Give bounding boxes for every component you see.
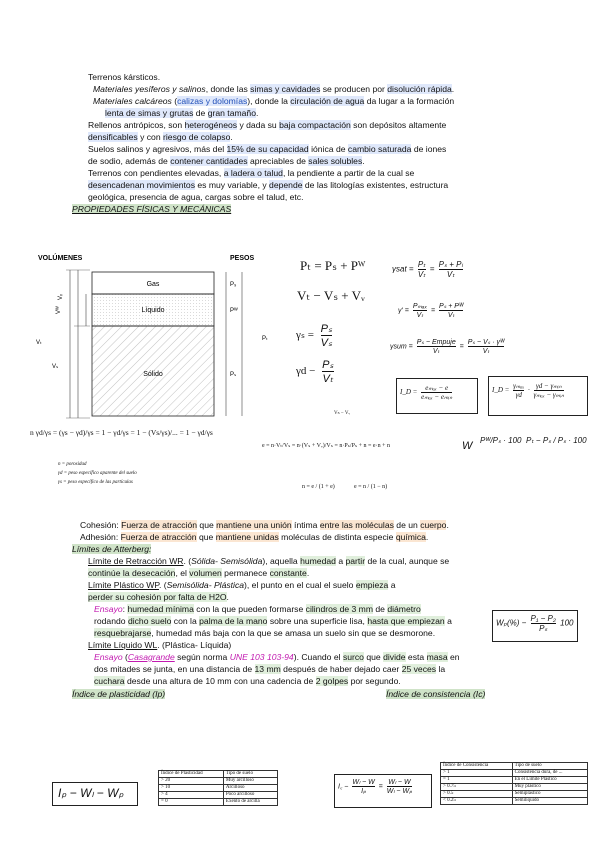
formula-w-frac: Pᵂ/Pₛ · 100: [480, 436, 522, 445]
table-cell: > 20: [159, 778, 224, 785]
table-row: [159, 792, 278, 799]
formula-gamma-sat: γsat = $\frac{\text{Pₜ}}{\text{Vₜ}}$ = $\frac{\text{Pₛ + Pₗ}}{\text{Vₜ}}$: [392, 260, 463, 279]
ensayo-wl-3: cuchara desde una altura de 10 mm con una cadencia de 2 golpes por segundo.: [94, 676, 401, 686]
ic-heading: Índice de consistencia (Ic): [386, 689, 486, 699]
table-cell: En el Límite Plástico: [512, 777, 587, 784]
formula-vt: Vₜ − Vₛ + Vᵥ: [297, 288, 365, 303]
formula-gamma-s: γₛ = $\frac{\text{Pₛ}}{\text{Vₛ}}$: [296, 323, 333, 349]
wp-line: Límite Plástico WP. (Semisólida- Plástica), el punto en el cual el suelo empieza a: [88, 580, 396, 590]
ic-table-header-cell: Tipo de suelo: [512, 763, 587, 770]
formula-id-2: I_D = γₘₐₓ γd · γd − γₘᵢₙ γₘₐₓ − γₘᵢₙ: [492, 382, 564, 399]
terrenos-line-3: lenta de simas y grutas de gran tamaño.: [105, 108, 259, 118]
formula-id-1: I_D = eₘₐₓ − e eₘₐₓ − eₘᵢₙ: [400, 384, 453, 401]
legend-gamma-d: γd = peso específico aparente del suelo: [58, 471, 137, 476]
terrenos-line-7: de sodio, además de contener cantidades apreciables de sales solubles.: [88, 156, 365, 166]
gas-label: Gas: [146, 281, 160, 288]
wp-line-2: perder su cohesión por falta de H2O.: [88, 592, 229, 602]
vw-label: Vᵂ: [56, 306, 62, 314]
formula-gamma-sum: γsum = Pₛ − Empuje Vₜ = $\frac{\text{Pₛ − Vₛ · γᵂ}}{\text{Vₜ}}$: [390, 339, 505, 355]
terrenos-line-5: densificables y con riesgo de colapso.: [88, 132, 233, 142]
formula-w: W: [462, 440, 473, 452]
pg-label: P₉: [230, 282, 237, 288]
pw-label: Pᵂ: [230, 308, 238, 314]
table-row: [159, 799, 278, 806]
vs-label: Vₛ: [52, 364, 59, 370]
vv-label: Vᵥ: [58, 294, 64, 300]
ip-table-header: [159, 771, 278, 778]
table-cell: = 0: [159, 799, 224, 806]
table-cell: > 0.5: [441, 791, 513, 798]
wr-line-2: continúe la desecación, el volumen permanece constante.: [88, 568, 310, 578]
terrenos-line-8: Terrenos con pendientes elevadas, a ladera o talud, la pendiente a partir de la cual se: [88, 168, 415, 178]
table-cell: > 10: [159, 785, 224, 792]
formula-gamma-d: γd − $\frac{\text{Pₛ}}{\text{Vₜ}}$: [296, 359, 334, 385]
table-cell: > 0.75: [441, 784, 513, 791]
formula-n-e: n = e / (1 + e): [302, 484, 335, 490]
table-cell: Semilíquido: [512, 798, 587, 805]
phase-diagram: [30, 248, 280, 428]
terrenos-line-4: Rellenos antrópicos, son heterogéneos y dada su baja compactación son depósitos altamente: [88, 120, 447, 130]
pt-label: Pₜ: [262, 336, 268, 342]
legend-porosidad: n = porosidad: [58, 462, 87, 467]
ic-table: [440, 762, 588, 805]
ensayo-wp-3: resquebrajarse, humedad más baja con la que se amasa un suelo sin que se desmorone.: [94, 628, 436, 638]
formula-pt: Pₜ = Pₛ + Pᵂ: [300, 258, 366, 273]
ip-table-header-cell: Índice de Plasticidad: [159, 771, 224, 778]
table-cell: > 4: [159, 792, 224, 799]
atterberg-heading: Límites de Atterberg:: [72, 544, 152, 554]
legend-gamma-s: γs = peso específico de las partículas: [58, 480, 133, 485]
n-label: Vₕ − Vᵥ: [334, 411, 350, 416]
table-row: [441, 777, 588, 784]
wl-line: Límite Líquido WL. (Plástica- Líquida): [88, 640, 232, 650]
formula-ic: I꜀ − $\frac{\text{Wₗ − W}}{\text{Iₚ}}$ = $\frac{\text{Wₗ − W}}{\text{Wₗ − Wₚ}}$: [338, 779, 413, 795]
ensayo-wl-2: dos mitades se junta, en una distancia de 13 mm después de haber dejado caer 25 veces la: [94, 664, 446, 674]
ic-table-header: [441, 763, 588, 770]
table-cell: Consistencia dura, de ...: [512, 770, 587, 777]
table-cell: Arcilloso: [223, 785, 277, 792]
terrenos-line-1: Materiales yesíferos y salinos, donde las simas y cavidades se producen por disolución rápida.: [93, 84, 455, 94]
table-cell: Semiplástico: [512, 791, 587, 798]
cohesion-line: Cohesión: Fuerza de atracción que mantiene una unión íntima entre las moléculas de un cuerpo.: [80, 520, 449, 530]
formula-wp: Wₚ(%) − $\frac{\text{P₁ − P₂}}{\text{Pₛ}}$ 100: [496, 614, 574, 633]
table-row: [441, 770, 588, 777]
formula-ip: Iₚ − Wₗ − Wₚ: [58, 786, 124, 800]
ps-label: Pₛ: [230, 372, 237, 378]
pesos-label: PESOS: [230, 255, 255, 262]
formula-w2-frac: Pₜ − Pₛ / Pₛ · 100: [526, 436, 587, 445]
terrenos-line-10: geológica, presencia de agua, cargas sobre el talud, etc.: [88, 192, 304, 202]
table-cell: = 1: [441, 777, 513, 784]
table-row: [159, 785, 278, 792]
ensayo-wp-2: rodando dicho suelo con la palma de la mano sobre una superficie lisa, hasta que empiezan a: [94, 616, 452, 626]
wr-line: Límite de Retracción WR. (Sólida- Semisólida), aquella humedad a partir de la cual, aunque se: [88, 556, 450, 566]
terrenos-line-2: Materiales calcáreos (calizas y dolomías), donde la circulación de agua da lugar a la formación: [93, 96, 455, 106]
table-cell: < 0.25: [441, 798, 513, 805]
table-cell: Poco arcilloso: [223, 792, 277, 799]
solido-label: Sólido: [143, 371, 163, 378]
adhesion-line: Adhesión: Fuerza de atracción que mantiene unidas moléculas de distinta especie química.: [80, 532, 429, 542]
volumenes-label: VOLÚMENES: [38, 255, 83, 262]
table-row: [441, 791, 588, 798]
ip-table-header-cell: Tipo de suelo: [223, 771, 277, 778]
ic-table-header-cell: Índice de Consistencia: [441, 763, 513, 770]
liquido-label: Líquido: [141, 307, 165, 314]
vt-label: Vₜ: [36, 340, 42, 346]
terrenos-line-6: Suelos salinos y agresivos, más del 15% de su capacidad iónica de cambio saturada de iones: [88, 144, 447, 154]
ip-heading: Índice de plasticidad (Ip): [72, 689, 166, 699]
formula-gamma-prime: γ' = Pₘₐₓ Vₜ = $\frac{\text{Pₛ + Pᵂ}}{\text{Vₜ}}$: [398, 303, 464, 319]
formula-e-row: e = n·Vₜ/Vₛ = n·(Vₛ + Vᵥ)/Vₛ = n·Pₛ/Pₛ + n = e·n + n: [262, 443, 390, 449]
ensayo-wl-1: Ensayo (Casagrande según norma UNE 103 103-94). Cuando el surco que divide esta masa en: [94, 652, 460, 662]
terrenos-title: Terrenos kársticos.: [88, 72, 161, 82]
propiedades-heading: PROPIEDADES FÍSICAS Y MECÁNICAS: [72, 204, 232, 214]
formula-n-row: n γd/γs = (γs − γd)/γs = 1 − γd/γs = 1 − (Vs/γs)/... = 1 − γd/γs: [30, 428, 213, 437]
table-cell: > 1: [441, 770, 513, 777]
table-cell: Exento de arcilla: [223, 799, 277, 806]
ip-table: [158, 770, 278, 806]
ensayo-wp-1: Ensayo: humedad mínima con la que pueden formarse cilindros de 3 mm de diámetro: [94, 604, 421, 614]
table-row: [159, 778, 278, 785]
table-row: [441, 784, 588, 791]
table-cell: Muy arcilloso: [223, 778, 277, 785]
formula-e-n: e = n / (1 − n): [354, 484, 388, 490]
table-cell: Muy plástico: [512, 784, 587, 791]
terrenos-line-9: desencadenan movimientos es muy variable, y depende de las litologías existentes, estructura: [88, 180, 449, 190]
table-row: [441, 798, 588, 805]
